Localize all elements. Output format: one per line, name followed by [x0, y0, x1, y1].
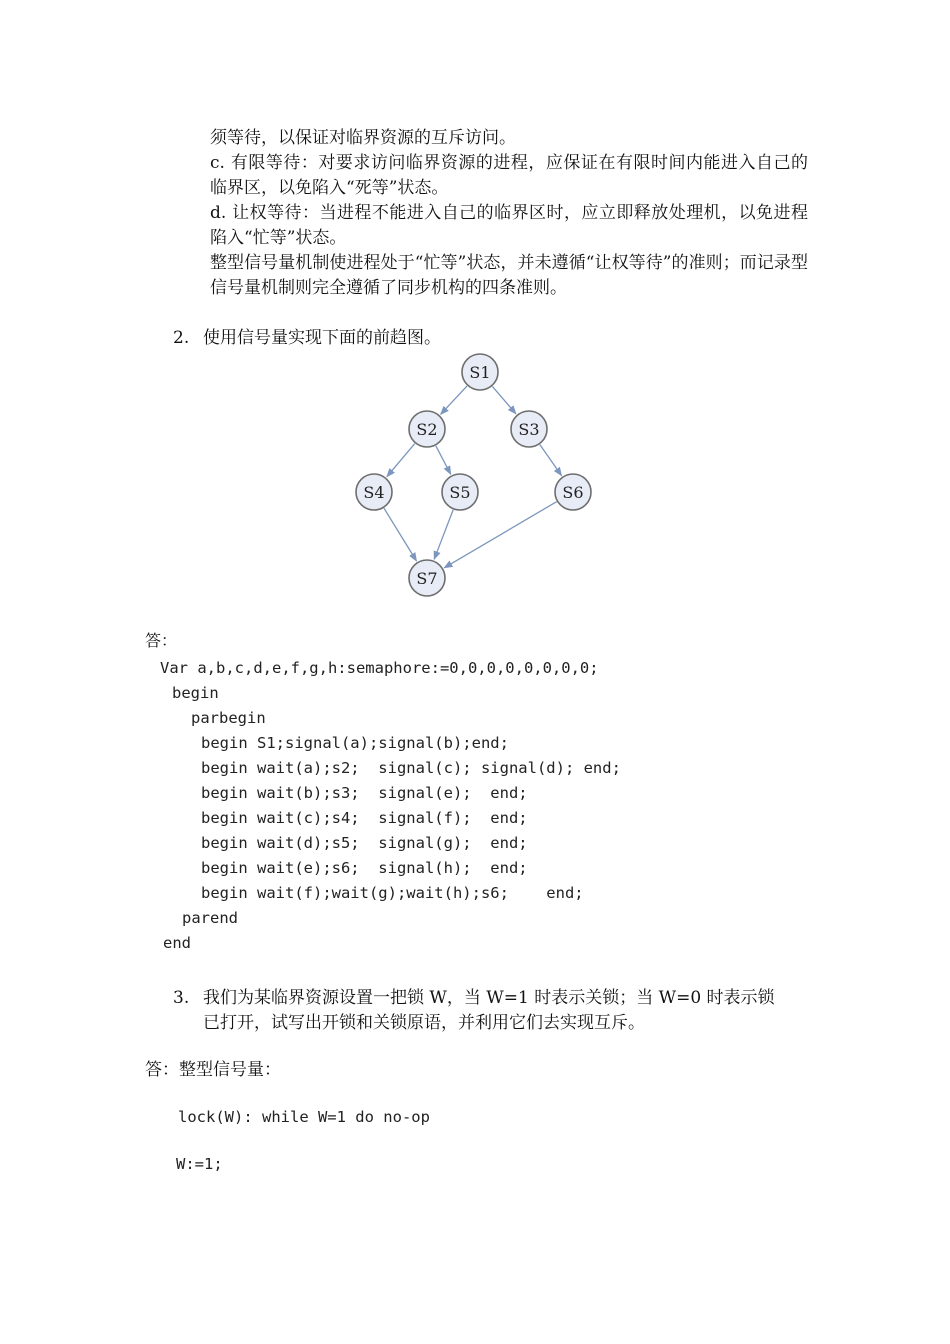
code-line: end: [163, 934, 191, 952]
node-label: S3: [518, 420, 540, 439]
node-label: S6: [562, 483, 584, 502]
item-d-yield-waiting: d. 让权等待：当进程不能进入自己的临界区时，应立即释放处理机，以免进程陷入“忙等”状态。: [210, 203, 808, 248]
code-line: begin S1;signal(a);signal(b);end;: [201, 734, 509, 752]
node-s3: [511, 411, 547, 447]
node-s2: [409, 411, 445, 447]
node-label: S1: [469, 363, 491, 382]
code-line: begin wait(a);s2; signal(c); signal(d); end;: [201, 759, 621, 777]
answer-3-label: 答：整型信号量：: [145, 1060, 281, 1080]
lock-primitive-line: lock(W): while W=1 do no-op: [178, 1108, 430, 1126]
code-line: begin wait(f);wait(g);wait(h);s6; end;: [201, 884, 584, 902]
question-2-text: 使用信号量实现下面的前趋图。: [203, 328, 441, 348]
item-c-bounded-waiting: c. 有限等待：对要求访问临界资源的进程，应保证在有限时间内能进入自己的临界区，以免陷入“死等”状态。: [210, 153, 808, 198]
edge-s3-s6: [540, 445, 562, 476]
node-label: S7: [416, 569, 438, 588]
assign-line: W:=1;: [176, 1155, 223, 1173]
code-line: begin wait(b);s3; signal(e); end;: [201, 784, 528, 802]
code-line: parend: [182, 909, 238, 927]
node-s5: [442, 474, 478, 510]
node-label: S4: [363, 483, 385, 502]
node-s1: [462, 354, 498, 390]
edge-s4-s7: [384, 508, 417, 561]
node-label: S2: [416, 420, 438, 439]
edge-s2-s5: [436, 446, 451, 474]
code-line: begin: [172, 684, 219, 702]
code-line: begin wait(c);s4; signal(f); end;: [201, 809, 528, 827]
code-line: begin wait(e);s6; signal(h); end;: [201, 859, 528, 877]
question-3-line-2: 已打开，试写出开锁和关锁原语，并利用它们去实现互斥。: [203, 1013, 645, 1033]
edge-s1-s2: [441, 386, 467, 414]
summary-paragraph: 整型信号量机制使进程处于“忙等”状态，并未遵循“让权等待”的准则；而记录型信号量机制则完全遵循了同步机构的四条准则。: [210, 253, 808, 298]
question-3-line-1: 我们为某临界资源设置一把锁 W，当 W=1 时表示关锁；当 W=0 时表示锁: [203, 988, 775, 1008]
node-label: S5: [449, 483, 471, 502]
edge-s2-s4: [387, 444, 415, 477]
precedence-graph: [340, 348, 610, 606]
code-line: parbegin: [191, 709, 266, 727]
code-line: begin wait(d);s5; signal(g); end;: [201, 834, 528, 852]
answer-2-label: 答：: [145, 631, 178, 650]
node-s6: [555, 474, 591, 510]
code-line: Var a,b,c,d,e,f,g,h:semaphore:=0,0,0,0,0,0,0,0;: [160, 659, 599, 677]
node-s7: [409, 560, 445, 596]
question-3-number: 3.: [173, 988, 190, 1008]
edge-s5-s7: [434, 510, 453, 560]
edge-s6-s7: [444, 502, 556, 568]
question-2-number: 2.: [173, 328, 190, 348]
edge-s1-s3: [492, 386, 516, 413]
node-s4: [356, 474, 392, 510]
continuation-line: 须等待，以保证对临界资源的互斥访问。: [210, 128, 516, 148]
